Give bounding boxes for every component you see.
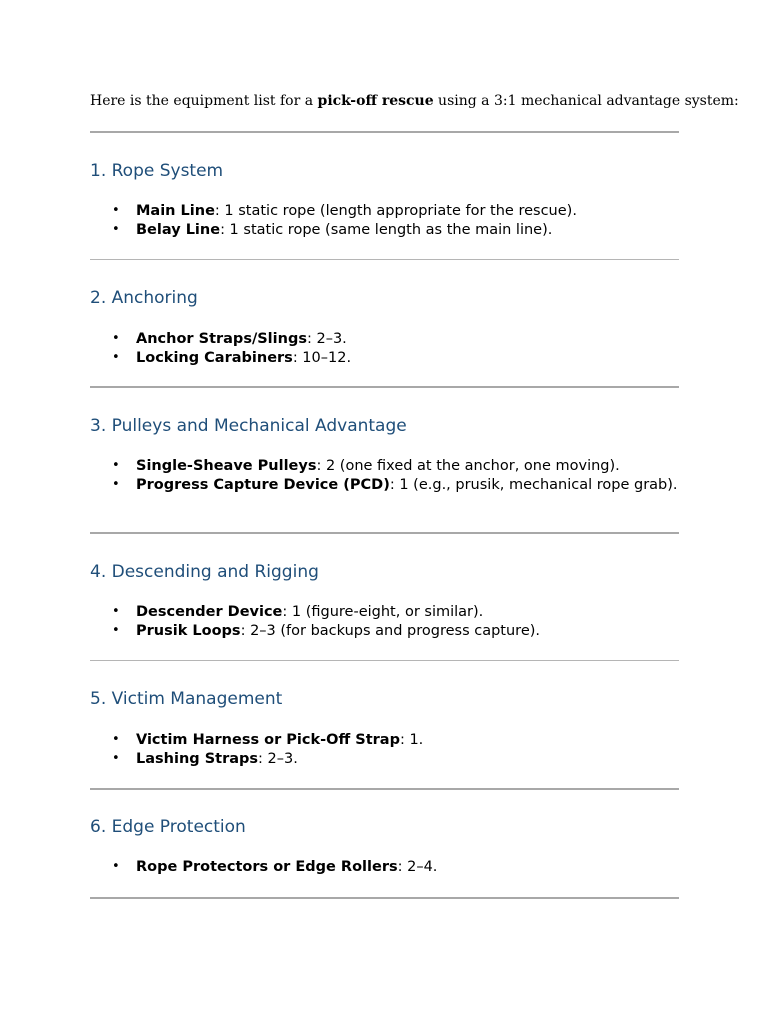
- item-term: Locking Carabiners: [136, 349, 293, 366]
- section-divider: [90, 131, 679, 133]
- item-term: Victim Harness or Pick-Off Strap: [136, 732, 400, 748]
- section-edge-protection: [90, 816, 679, 875]
- section-rope-system: [90, 160, 679, 238]
- list-item: [90, 603, 679, 622]
- item-text: : 2 (one fixed at the anchor, one moving).: [316, 458, 620, 474]
- section-divider: [90, 259, 679, 260]
- item-text: : 2–3.: [258, 750, 298, 767]
- item-list: [90, 202, 679, 239]
- section-divider: [90, 532, 679, 534]
- section-heading: 1. Rope System: [90, 161, 224, 181]
- item-text: : 1 (e.g., prusik, mechanical rope grab).: [389, 476, 678, 493]
- section-heading: 6. Edge Protection: [90, 817, 246, 837]
- section-heading: 2. Anchoring: [90, 288, 198, 308]
- intro-text-after: using a 3:1 mechanical advantage system:: [433, 93, 739, 109]
- list-item: [90, 202, 679, 221]
- item-text: : 1.: [399, 732, 424, 748]
- list-item: [90, 750, 679, 769]
- bullet: •: [112, 859, 120, 874]
- bullet: •: [112, 331, 120, 346]
- item-list: [90, 731, 679, 768]
- list-item: [90, 349, 679, 368]
- item-term: Anchor Straps/Slings: [136, 331, 307, 347]
- item-term: Lashing Straps: [136, 750, 259, 767]
- list-item: [90, 622, 679, 641]
- item-term: Rope Protectors or Edge Rollers: [136, 859, 398, 875]
- item-list: [90, 603, 679, 640]
- bullet: •: [112, 732, 120, 747]
- intro-paragraph: [90, 93, 739, 109]
- item-list: [90, 330, 679, 367]
- list-item: [90, 476, 679, 495]
- list-item: [90, 330, 679, 349]
- section-divider: [90, 788, 679, 790]
- intro-bold-text: pick-off rescue: [317, 93, 434, 109]
- section-divider: [90, 897, 679, 899]
- item-term: Prusik Loops: [136, 622, 241, 639]
- item-term: Main Line: [136, 203, 215, 219]
- list-item: [90, 731, 679, 750]
- bullet: •: [112, 458, 120, 473]
- item-text: : 2–4.: [397, 859, 438, 875]
- section-heading: 5. Victim Management: [90, 689, 283, 709]
- section-pulleys: [90, 415, 679, 493]
- section-descending: [90, 561, 679, 639]
- list-item: [90, 221, 679, 240]
- section-divider: [90, 660, 679, 661]
- bullet: •: [112, 221, 120, 237]
- bullet: •: [112, 622, 120, 638]
- item-term: Belay Line: [136, 221, 221, 238]
- intro-text-before: Here is the equipment list for a: [90, 93, 318, 109]
- section-heading: 3. Pulleys and Mechanical Advantage: [90, 416, 407, 436]
- bullet: •: [112, 604, 120, 619]
- item-list: [90, 457, 679, 494]
- item-term: Descender Device: [136, 604, 283, 620]
- section-anchoring: [90, 287, 679, 366]
- item-text: : 2–3.: [306, 331, 347, 347]
- item-term: Single-Sheave Pulleys: [136, 458, 317, 474]
- bullet: •: [112, 476, 120, 492]
- bullet: •: [112, 349, 120, 365]
- item-term: Progress Capture Device (PCD): [136, 476, 390, 493]
- item-list: [90, 858, 679, 877]
- item-text: : 1 (figure-eight, or similar).: [282, 604, 484, 620]
- item-text: : 1 static rope (length appropriate for the rescue).: [214, 203, 577, 219]
- item-text: : 10–12.: [292, 349, 352, 366]
- item-text: : 1 static rope (same length as the main line).: [220, 221, 553, 238]
- bullet: •: [112, 750, 120, 766]
- item-text: : 2–3 (for backups and progress capture).: [240, 622, 541, 639]
- section-victim-management: [90, 688, 679, 767]
- list-item: [90, 858, 679, 877]
- section-divider: [90, 386, 679, 388]
- section-heading: 4. Descending and Rigging: [90, 562, 319, 582]
- list-item: [90, 457, 679, 476]
- bullet: •: [112, 203, 120, 218]
